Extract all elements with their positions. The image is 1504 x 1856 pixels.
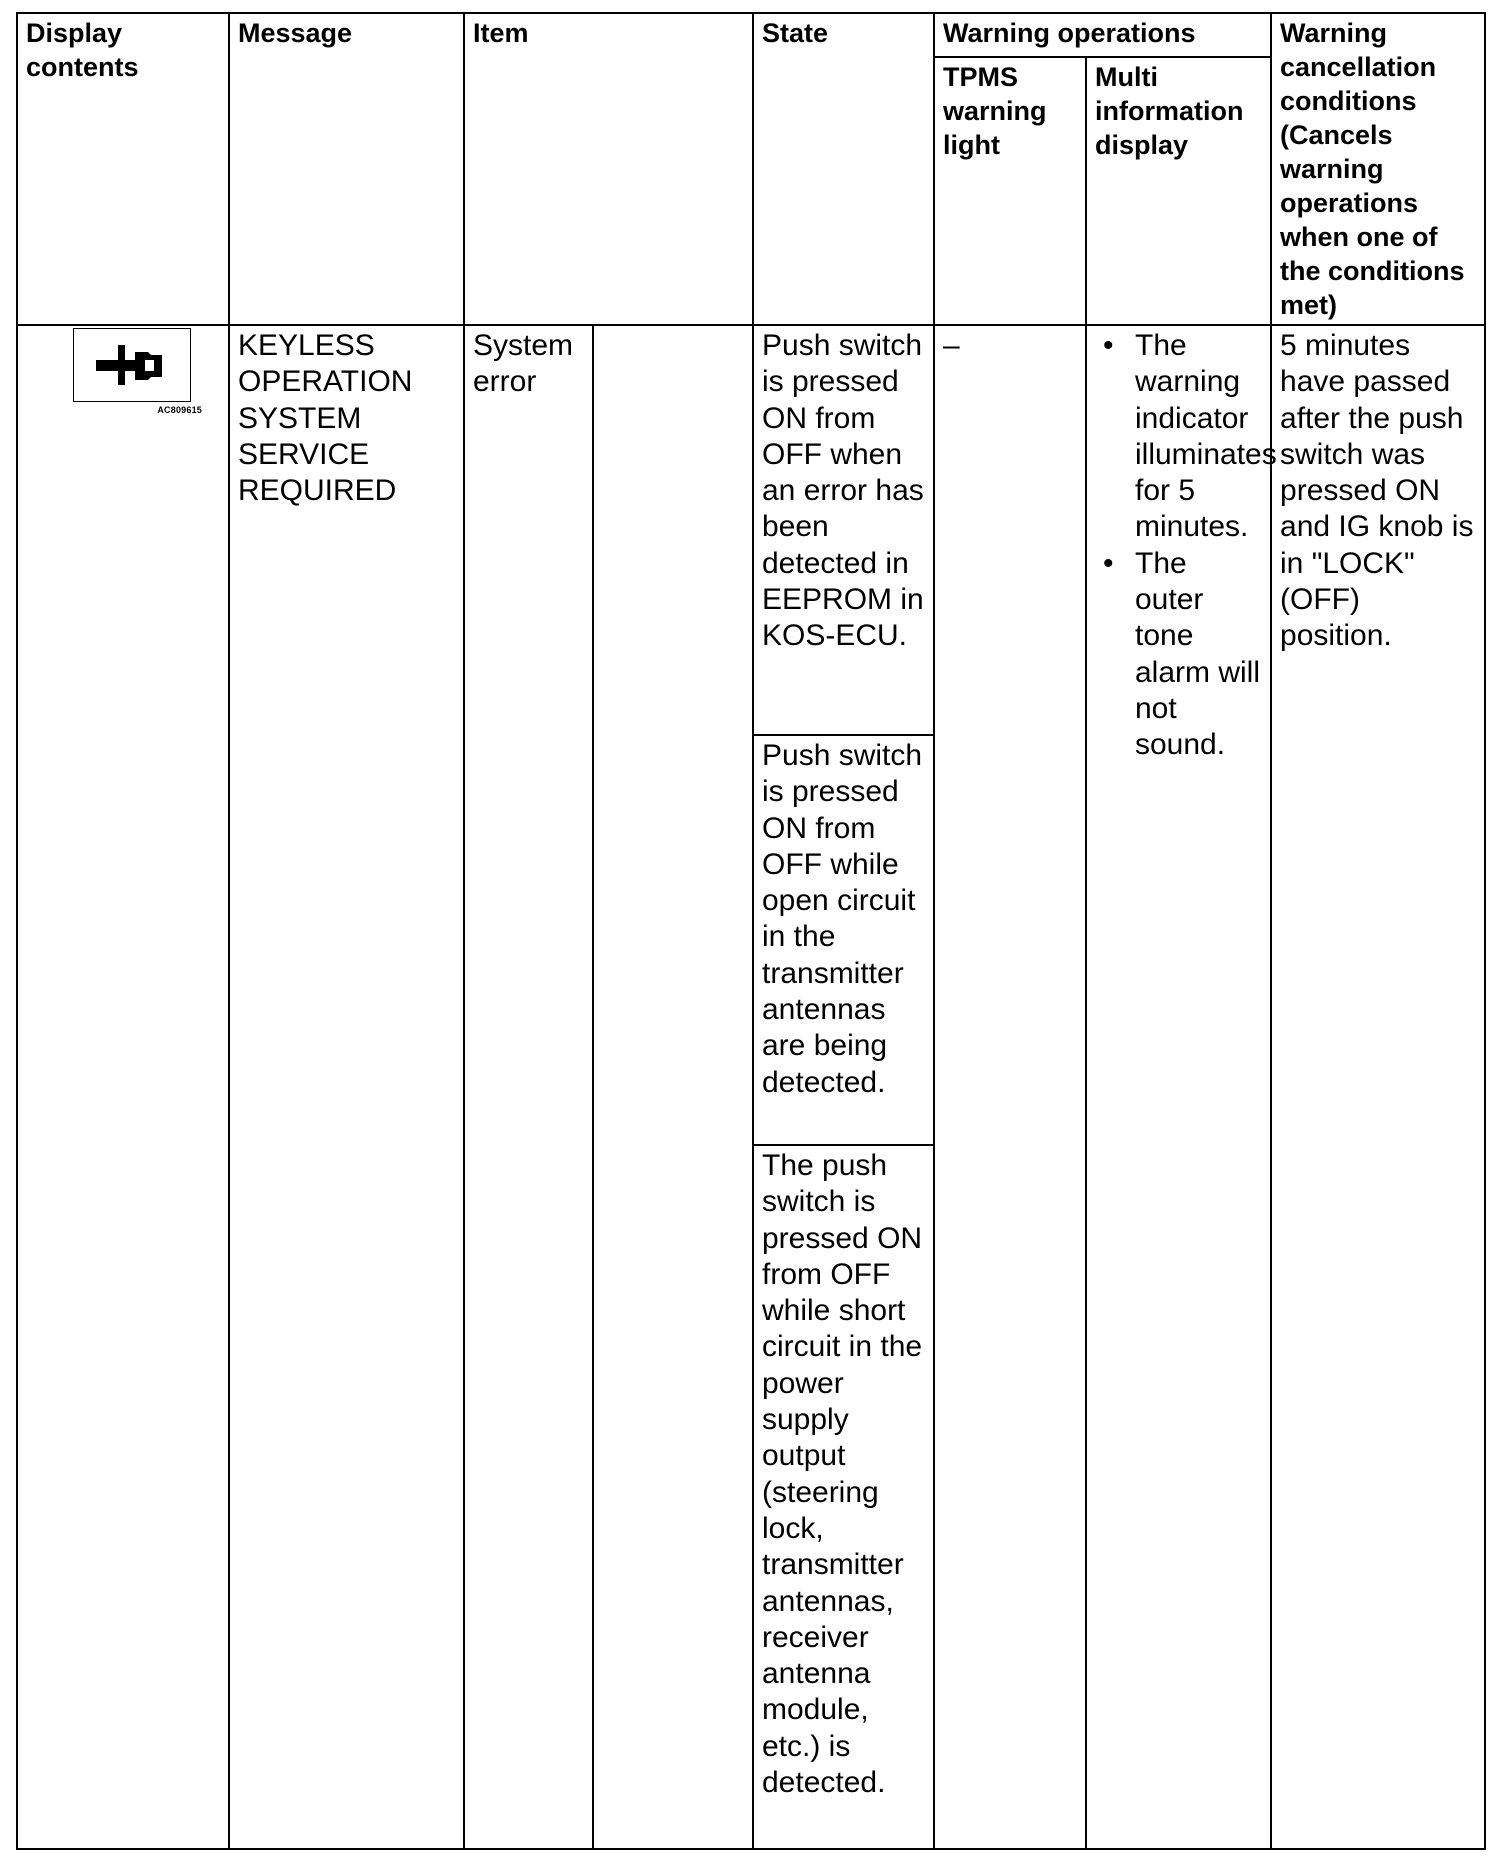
header-multi-information-display: Multi information display <box>1086 57 1271 325</box>
multi-info-bullet-list <box>1095 328 1277 764</box>
state-cell-2: Push switch is pressed ON from OFF while open circuit in the transmitter antennas are being detected. <box>753 735 934 1145</box>
warning-spec-table <box>16 12 1486 1850</box>
state-cell-1: Push switch is pressed ON from OFF when an error has been detected in EEPROM in KOS-ECU. <box>753 325 934 735</box>
message-cell: KEYLESS OPERATION SYSTEM SERVICE REQUIRED <box>229 325 464 1849</box>
header-state: State <box>753 13 934 325</box>
tpms-warning-light-cell: – <box>934 325 1086 1849</box>
header-warning-operations: Warning operations <box>934 13 1271 57</box>
warning-cancellation-cell: 5 minutes have passed after the push switch was pressed ON and IG knob is in "LOCK" (OFF) position. <box>1271 325 1485 1849</box>
header-message: Message <box>229 13 464 325</box>
header-item: Item <box>464 13 753 325</box>
item-blank-cell <box>593 325 753 1849</box>
multi-info-bullet-1: • The warning indicator illuminates for 5 minutes. <box>1095 328 1262 546</box>
keyless-key-icon <box>73 328 202 415</box>
multi-information-display-cell <box>1086 325 1277 1849</box>
header-display-contents: Display contents <box>17 13 229 325</box>
item-cell: System error <box>464 325 593 1849</box>
multi-info-bullet-2: • The outer tone alarm will not sound. <box>1095 546 1262 764</box>
header-tpms-warning-light: TPMS warning light <box>934 57 1086 325</box>
key-symbol-icon <box>96 343 168 387</box>
state-cell-3: The push switch is pressed ON from OFF while short circuit in the power supply output (steering lock, transmitter antennas, receiver antenna module, etc.) is detected. <box>753 1145 934 1849</box>
header-warning-cancellation: Warning cancellation conditions (Cancels warning operations when one of the conditions met) <box>1271 13 1485 325</box>
display-contents-cell <box>17 325 229 1849</box>
icon-code-label: AC809615 <box>157 405 202 415</box>
